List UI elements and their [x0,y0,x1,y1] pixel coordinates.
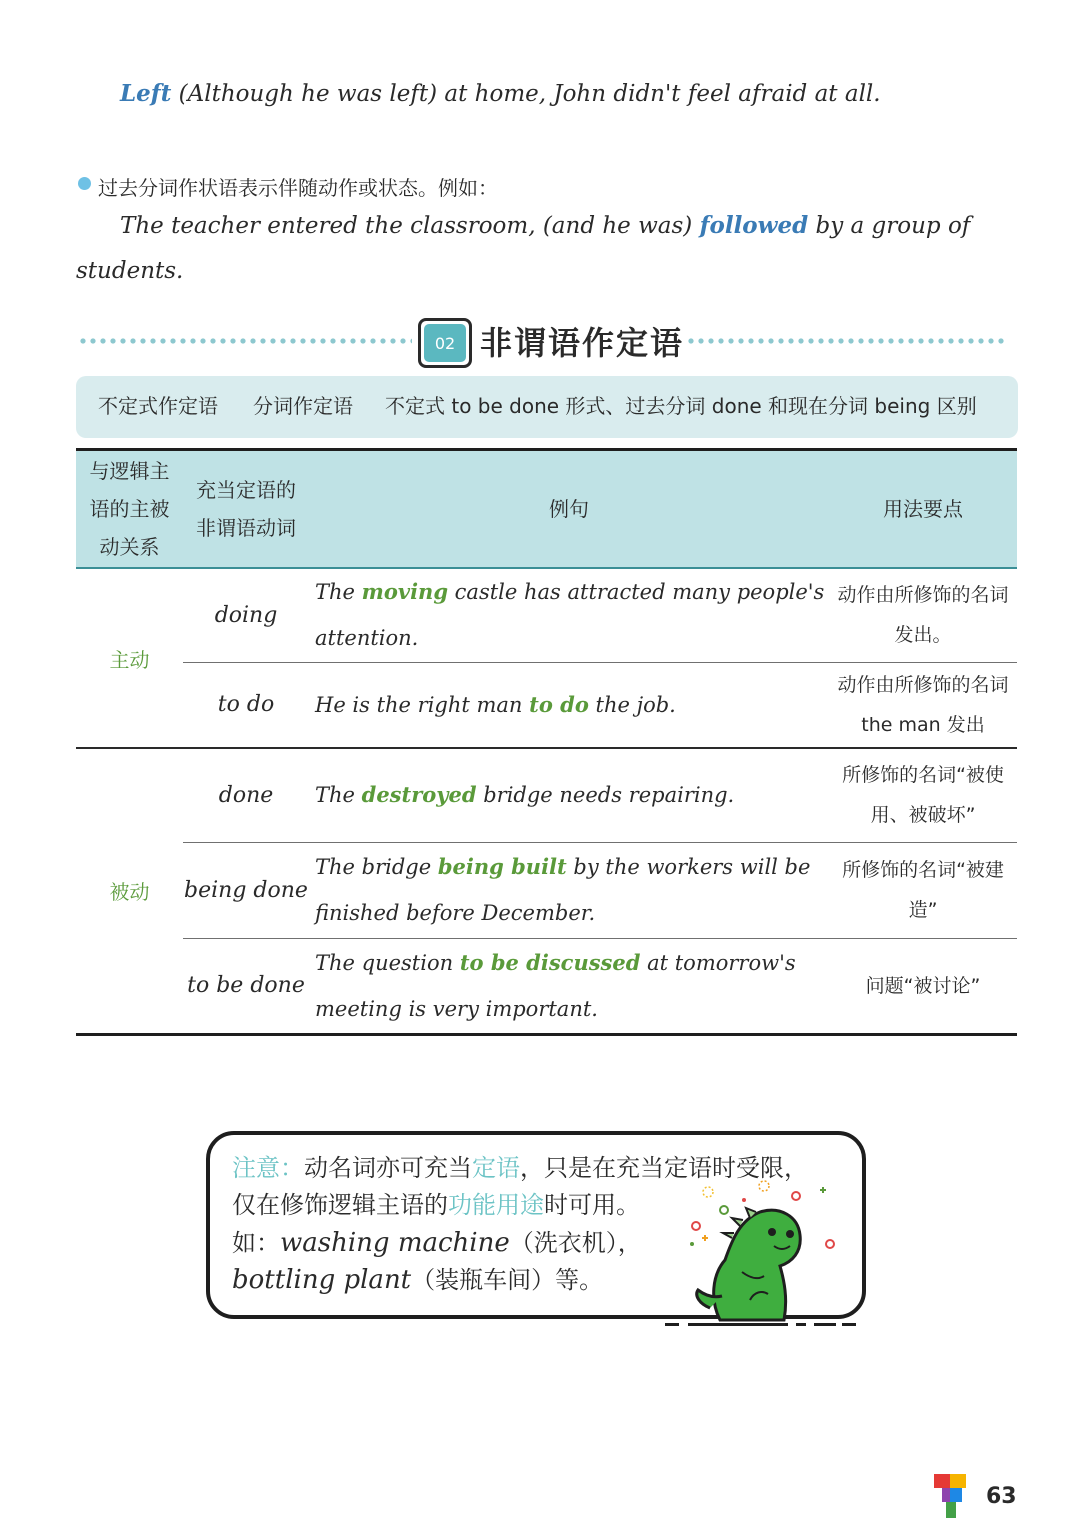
table-row [76,568,1017,662]
form-cell: to do [183,662,309,748]
bullet-text: 过去分词作状语表示伴随动作或状态。例如： [98,176,498,200]
topic-tag-1: 不定式作定语 [98,394,218,418]
relation-passive: 被动 [76,748,183,1034]
example-key-phrase: to be discussed [459,949,641,975]
key-word-left: Left [120,80,172,107]
table-row [76,748,1017,842]
ground-dash-4 [814,1323,836,1326]
usage-cell: 所修饰的名词“被建造” [829,842,1017,938]
ground-dash-5 [842,1323,856,1326]
usage-cell: 问题“被讨论” [829,938,1017,1034]
form-cell: done [183,748,309,842]
ground-dash-1 [665,1323,679,1326]
topic-tag-3: 不定式 to be done 形式、过去分词 done 和现在分词 being 区别 [385,394,977,418]
nonfinite-attributive-table [76,448,1017,1036]
form-cell: doing [183,568,309,662]
example-key-phrase: moving [361,579,448,605]
usage-cell: 动作由所修饰的名词发出。 [829,568,1017,662]
table-row [76,938,1017,1034]
table-row [76,842,1017,938]
note-label: 注意： [232,1154,304,1182]
intro-line-3: students. [76,258,184,284]
table-row [76,662,1017,748]
header-relation: 与逻辑主 语的主被 动关系 [76,450,183,569]
ground-dash-2 [688,1323,788,1326]
bullet-dot-icon [78,177,91,190]
header-usage: 用法要点 [829,450,1017,569]
example-cell: He is the right man to do the job. [309,662,829,748]
dotted-rule-right [686,337,1004,345]
example-cell: The question to be discussed at tomorrow's meeting is very important. [309,938,829,1034]
usage-cell: 动作由所修饰的名词 the man 发出 [829,662,1017,748]
logo-icon [930,1470,974,1522]
example-key-phrase: being built [437,854,567,879]
note-line-2: 仅在修饰逻辑主语的功能用途时可用。 [232,1191,640,1219]
topic-tag-2: 分词作定语 [253,394,353,418]
relation-active: 主动 [76,568,183,748]
intro-line-2-post: by a group of [808,213,971,239]
sparkle-icon [684,1180,854,1260]
note-line-3: 如：washing machine（洗衣机）， [232,1228,642,1258]
header-example: 例句 [309,450,829,569]
form-cell: being done [183,842,309,938]
header-form: 充当定语的 非谓语动词 [183,450,309,569]
intro-line-2 [120,212,970,239]
example-cell: The moving castle has attracted many people's attention. [309,568,829,662]
example-cell: The bridge being built by the workers will be finished before December. [309,842,829,938]
note-line-4: bottling plant（装瓶车间）等。 [232,1265,604,1295]
dotted-rule-left [78,337,412,345]
note-line-1: 注意：动名词亦可充当定语，只是在充当定语时受限， [232,1154,808,1182]
ground-dash-3 [796,1323,806,1326]
usage-cell: 所修饰的名词“被使用、被破坏” [829,748,1017,842]
table-header-row [76,450,1017,569]
section-title: 非谓语作定语 [480,324,685,362]
example-key-phrase: to do [529,691,589,717]
intro-line-2-pre: The teacher entered the classroom, (and he was) [120,213,700,239]
intro-line-1-text: (Although he was left) at home, John didn't feel afraid at all. [171,81,881,107]
form-cell: to be done [183,938,309,1034]
example-cell: The destroyed bridge needs repairing. [309,748,829,842]
section-number: 02 [424,324,466,362]
section-number-badge [418,318,472,368]
example-key-phrase: destroyed [361,782,477,808]
key-word-followed: followed [699,212,809,239]
intro-line-1 [120,80,881,107]
page-number: 63 [986,1484,1017,1509]
